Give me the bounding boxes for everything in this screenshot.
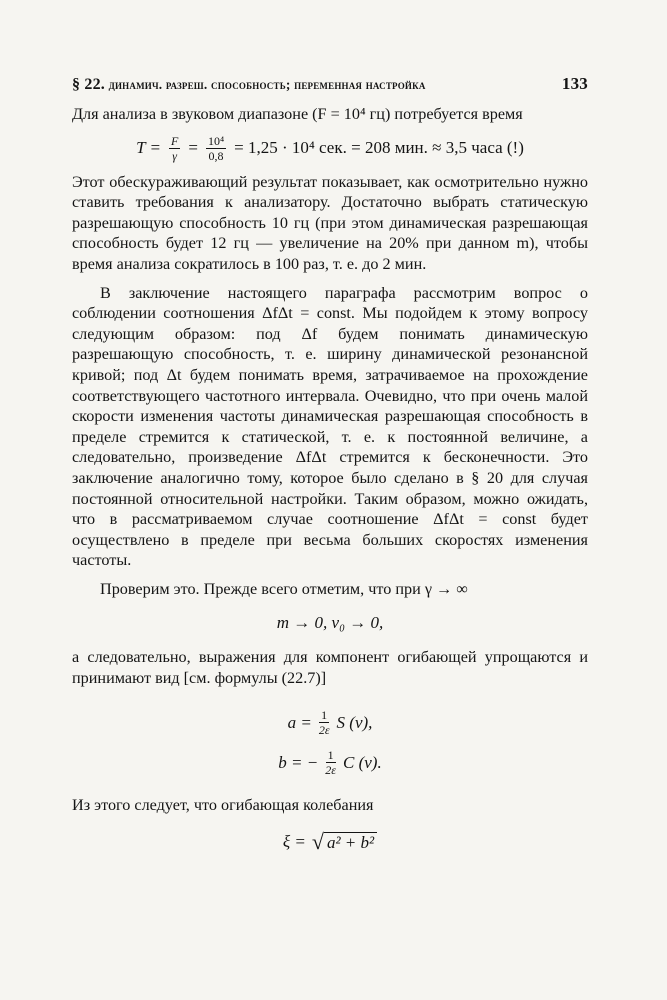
fraction-value	[206, 135, 226, 162]
formula-components	[72, 703, 588, 783]
formula-limits	[72, 613, 588, 633]
paragraph-conclusion: В заключение настоящего параграфа рассмотрим вопрос о соблюдении соотношения ΔfΔt = const. Мы подойдем к этому вопросу следующим образом: под Δf будем понимать динамическую разрешающую способность, т. е. ширину динамической резонансной кривой; под Δt будем понимать время, затрачиваемое на прохождение соответствующего частотного интервала. Очевидно, что при очень малой скорости изменения частоты динамическая разрешающая способность в пределе стремится к статической, т. е. к постоянной величине, а следовательно, произведение ΔfΔt стремится к бесконечности. Это заключение аналогично тому, которое было сделано в § 20 для случая постоянной относительной настройки. Таким образом, можно ожидать, что в рассматриваемом случае соотношение ΔfΔt = const будет осуществлено в пределе при весьма больших скоростях изменения частоты.	[72, 283, 588, 570]
book-page	[72, 74, 588, 863]
equation-a-lhs: a =	[287, 712, 312, 732]
section-number: § 22.	[72, 76, 105, 93]
formula-time-result: = 1,25 · 10⁴ сек. = 208 мин. ≈ 3,5 часа (!)	[234, 138, 524, 158]
fraction-half-eps	[325, 749, 336, 776]
paragraph-simplify: а следовательно, выражения для компонент огибающей упрощаются и принимают вид [см. формулы (22.7)]	[72, 648, 588, 688]
paragraph-check: Проверим это. Прежде всего отметим, что при γ → ∞	[100, 579, 468, 598]
equation-b-rhs: C (v).	[342, 752, 382, 772]
equation-b	[72, 743, 588, 783]
fraction-numerator: 1	[321, 708, 328, 723]
formula-envelope-lhs: ξ =	[282, 832, 306, 852]
fraction-half-eps	[319, 709, 330, 736]
equation-a	[72, 703, 588, 743]
header-title-group	[72, 76, 426, 94]
equation-a-rhs: S (v),	[336, 712, 373, 732]
equals-sign: =	[188, 138, 198, 158]
fraction-denominator: 2ε	[325, 763, 336, 778]
radical-sign: √	[311, 829, 324, 855]
fraction-denominator: γ	[172, 148, 178, 163]
paragraph-envelope: Из этого следует, что огибающая колебания	[72, 795, 374, 814]
fraction-numerator: F	[171, 133, 179, 148]
radicand: a² + b²	[324, 832, 377, 853]
formula-time-lhs: T =	[136, 138, 161, 158]
fraction-denominator: 2ε	[318, 723, 330, 738]
fraction-numerator: 1	[327, 748, 334, 763]
running-header	[72, 74, 588, 96]
square-root	[312, 831, 377, 853]
formula-envelope	[72, 831, 588, 853]
fraction-numerator: 10⁴	[207, 133, 225, 148]
fraction-f-gamma	[169, 135, 180, 162]
formula-time	[72, 135, 588, 162]
formula-limits-text: m → 0, v₀ → 0,	[276, 613, 384, 633]
paragraph-result: Этот обескураживающий результат показывает, как осмотрительно нужно ставить требования к анализатору. Достаточно выбрать статическую разрешающую способность 10 гц (при этом динамическая разрешающая способность будет 12 гц — увеличение на 20% при данном m), чтобы время анализа сократилось в 100 раз, т. е. до 2 мин.	[72, 172, 588, 273]
page-number: 133	[561, 74, 588, 93]
paragraph-intro: Для анализа в звуковом диапазоне (F = 10⁴ гц) потребуется время	[72, 105, 523, 123]
header-title: динамич. разреш. способность; переменная настройка	[108, 77, 426, 92]
fraction-denominator: 0,8	[208, 148, 224, 163]
equation-b-lhs: b = −	[278, 752, 319, 772]
